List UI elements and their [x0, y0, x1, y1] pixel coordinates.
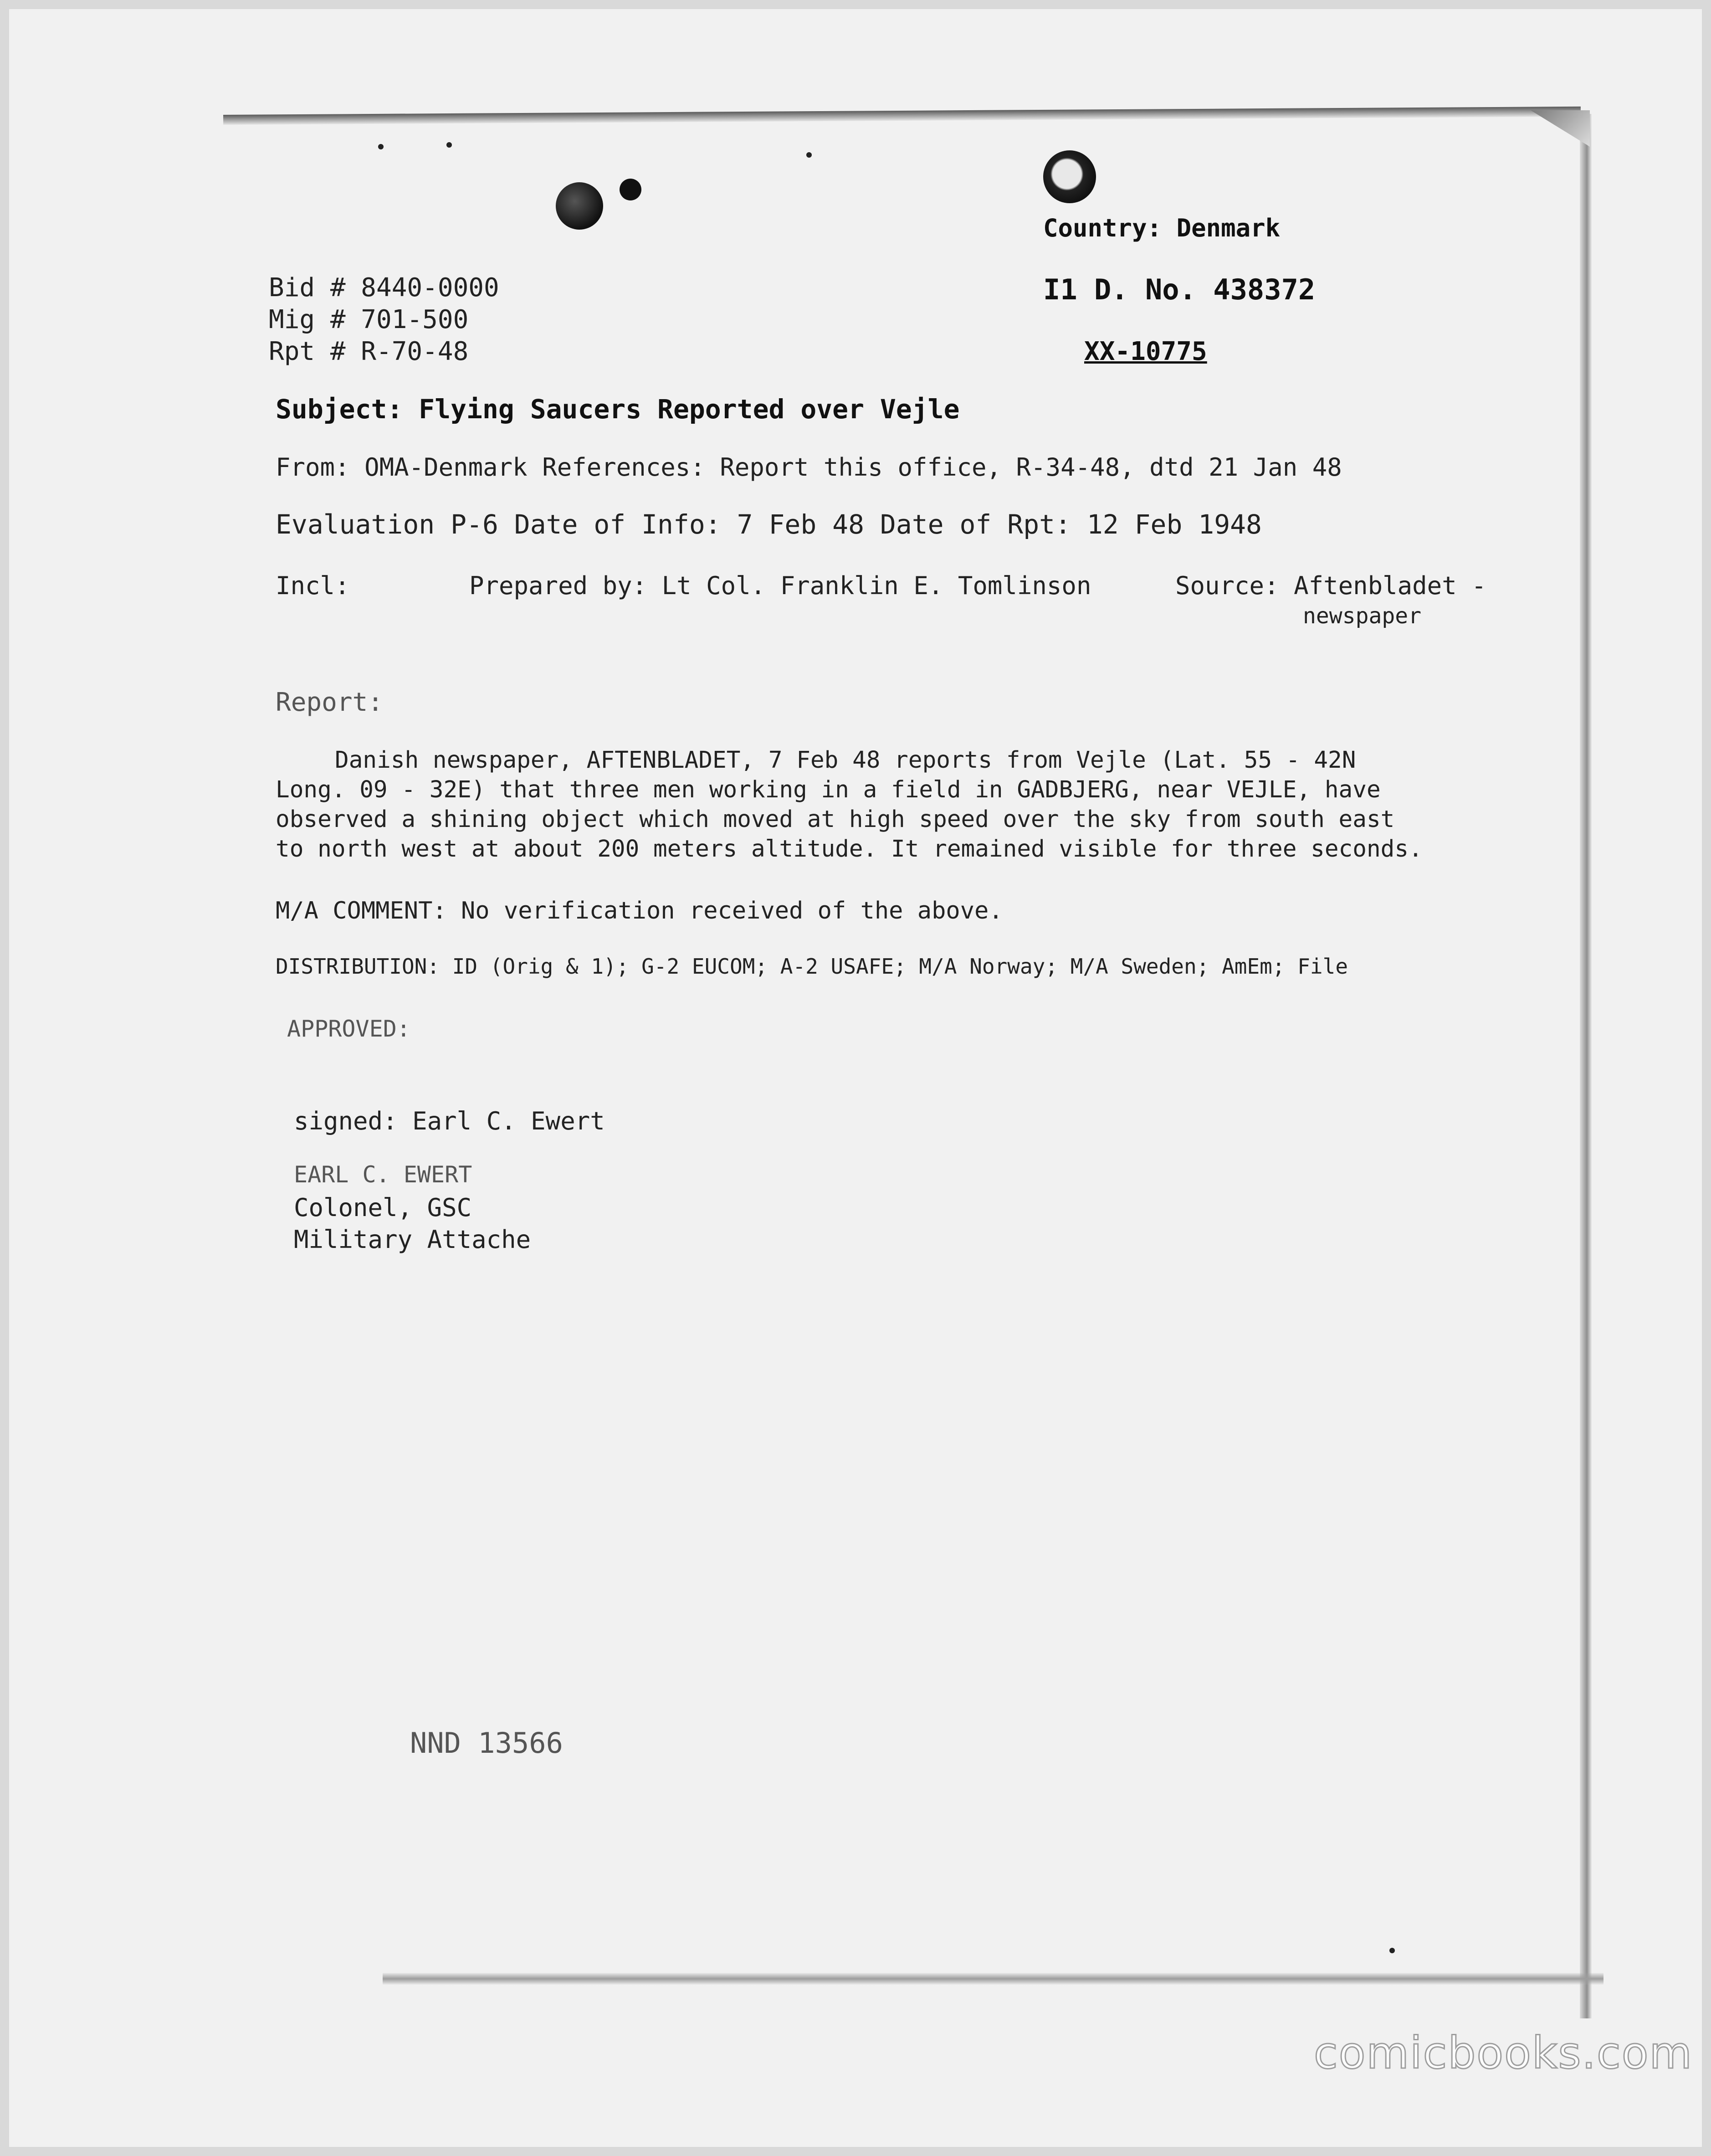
report-label: Report:: [276, 688, 384, 717]
declassification-stamp: NND 13566: [410, 1726, 563, 1760]
signatory-title: Military Attache: [294, 1225, 531, 1254]
approved-label: APPROVED:: [287, 1016, 410, 1042]
signatory-name: EARL C. EWERT: [294, 1161, 472, 1188]
punch-hole: [556, 182, 603, 230]
subject-line: Subject: Flying Saucers Reported over Vejle: [276, 394, 960, 425]
punch-hole: [620, 179, 641, 200]
signed-line: signed: Earl C. Ewert: [294, 1107, 605, 1135]
mig-number: Mig # 701-500: [269, 305, 469, 334]
attache-comment: M/A COMMENT: No verification received of the above.: [276, 897, 1003, 924]
scan-edge-top: [223, 107, 1581, 125]
prepared-by: Prepared by: Lt Col. Franklin E. Tomlinson: [469, 571, 1091, 600]
scan-edge-bottom: [383, 1973, 1603, 1985]
source-continuation: newspaper: [1303, 603, 1422, 629]
distribution-line: DISTRIBUTION: ID (Orig & 1); G-2 EUCOM; A-2 USAFE; M/A Norway; M/A Sweden; AmEm; File: [276, 954, 1348, 979]
from-references-line: From: OMA-Denmark References: Report this office, R-34-48, dtd 21 Jan 48: [276, 453, 1342, 482]
rpt-number: Rpt # R-70-48: [269, 337, 469, 366]
scan-edge-right: [1580, 114, 1592, 2018]
scan-speck: [446, 142, 452, 148]
punch-hole: [1043, 150, 1096, 203]
report-number: XX-10775: [1084, 337, 1207, 366]
evaluation-line: Evaluation P-6 Date of Info: 7 Feb 48 Date of Rpt: 12 Feb 1948: [276, 509, 1262, 540]
country-field: Country: Denmark: [1043, 214, 1281, 242]
inclosure-label: Incl:: [276, 571, 350, 600]
source-field: Source: Aftenbladet -: [1175, 571, 1486, 600]
folded-corner: [1531, 110, 1590, 147]
id-number: I1 D. No. 438372: [1043, 273, 1316, 306]
report-body-line: to north west at about 200 meters altitude. It remained visible for three seconds.: [276, 836, 1423, 862]
report-body-line: Long. 09 - 32E) that three men working in a field in GADBJERG, near VEJLE, have: [276, 776, 1381, 803]
watermark-logo: comicbooks.com: [1313, 2028, 1693, 2079]
signatory-rank: Colonel, GSC: [294, 1193, 472, 1222]
document-page: [9, 9, 1702, 2147]
report-body-line: observed a shining object which moved at high speed over the sky from south east: [276, 806, 1395, 833]
scan-speck: [378, 144, 384, 149]
report-body-line: Danish newspaper, AFTENBLADET, 7 Feb 48 reports from Vejle (Lat. 55 - 42N: [335, 747, 1356, 774]
scan-speck: [806, 152, 812, 158]
bid-number: Bid # 8440-0000: [269, 273, 499, 303]
scan-speck: [1389, 1948, 1395, 1953]
